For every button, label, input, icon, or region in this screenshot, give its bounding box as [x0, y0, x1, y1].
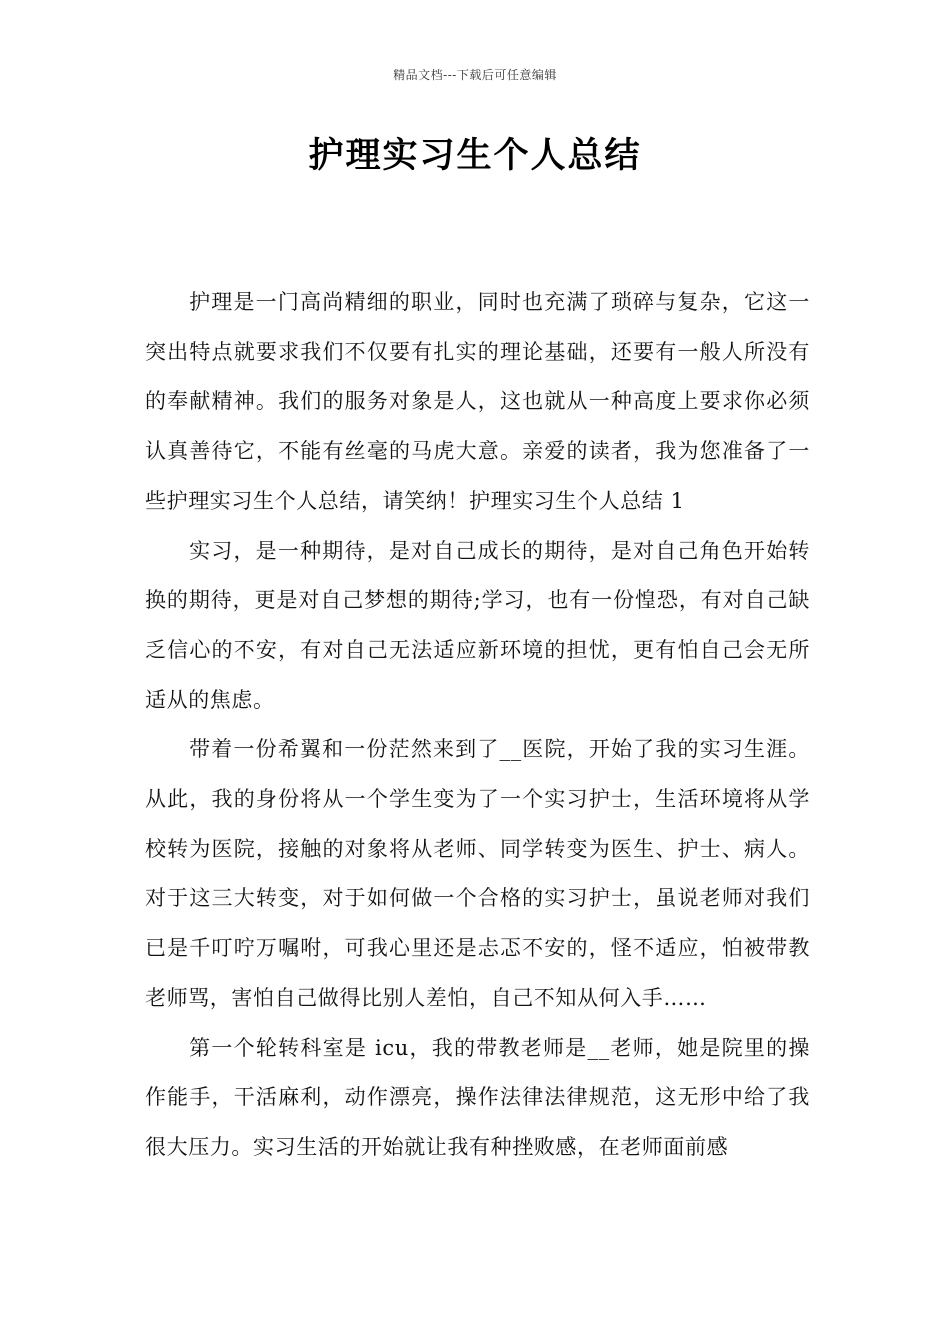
header-note: 精品文档---下载后可任意编辑	[393, 68, 557, 82]
paragraph-intro: 护理是一门高尚精细的职业，同时也充满了琐碎与复杂，它这一突出特点就要求我们不仅要有扎实的理论基础，还要有一般人所没有的奉献精神。我们的服务对象是人，这也就从一种高度上要求你必须认真善待它，不能有丝毫的马虎大意。亲爱的读者，我为您准备了一些护理实习生个人总结，请笑纳！护理实习生个人总结 1	[145, 290, 810, 513]
paragraph-expectation: 实习，是一种期待，是对自己成长的期待，是对自己角色开始转换的期待，更是对自己梦想的期待;学习，也有一份惶恐，有对自己缺乏信心的不安，有对自己无法适应新环境的担忧，更有怕自己会无所适从的焦虑。	[145, 538, 810, 712]
paragraph-arrival: 带着一份希翼和一份茫然来到了__医院，开始了我的实习生涯。从此，我的身份将从一个学生变为了一个实习护士，生活环境将从学校转为医院，接触的对象将从老师、同学转变为医生、护士、病人。对于这三大转变，对于如何做一个合格的实习护士，虽说老师对我们已是千叮咛万嘱咐，可我心里还是忐忑不安的，怪不适应，怕被带教老师骂，害怕自己做得比别人差怕，自己不知从何入手……	[145, 737, 810, 1010]
document-title: 护理实习生个人总结	[308, 135, 642, 176]
document-body	[145, 278, 810, 1173]
paragraph-icu: 第一个轮转科室是 icu，我的带教老师是__老师，她是院里的操作能手，干活麻利，动作漂亮，操作法律法律规范，这无形中给了我很大压力。实习生活的开始就让我有种挫败感，在老师面前感	[145, 1035, 810, 1159]
